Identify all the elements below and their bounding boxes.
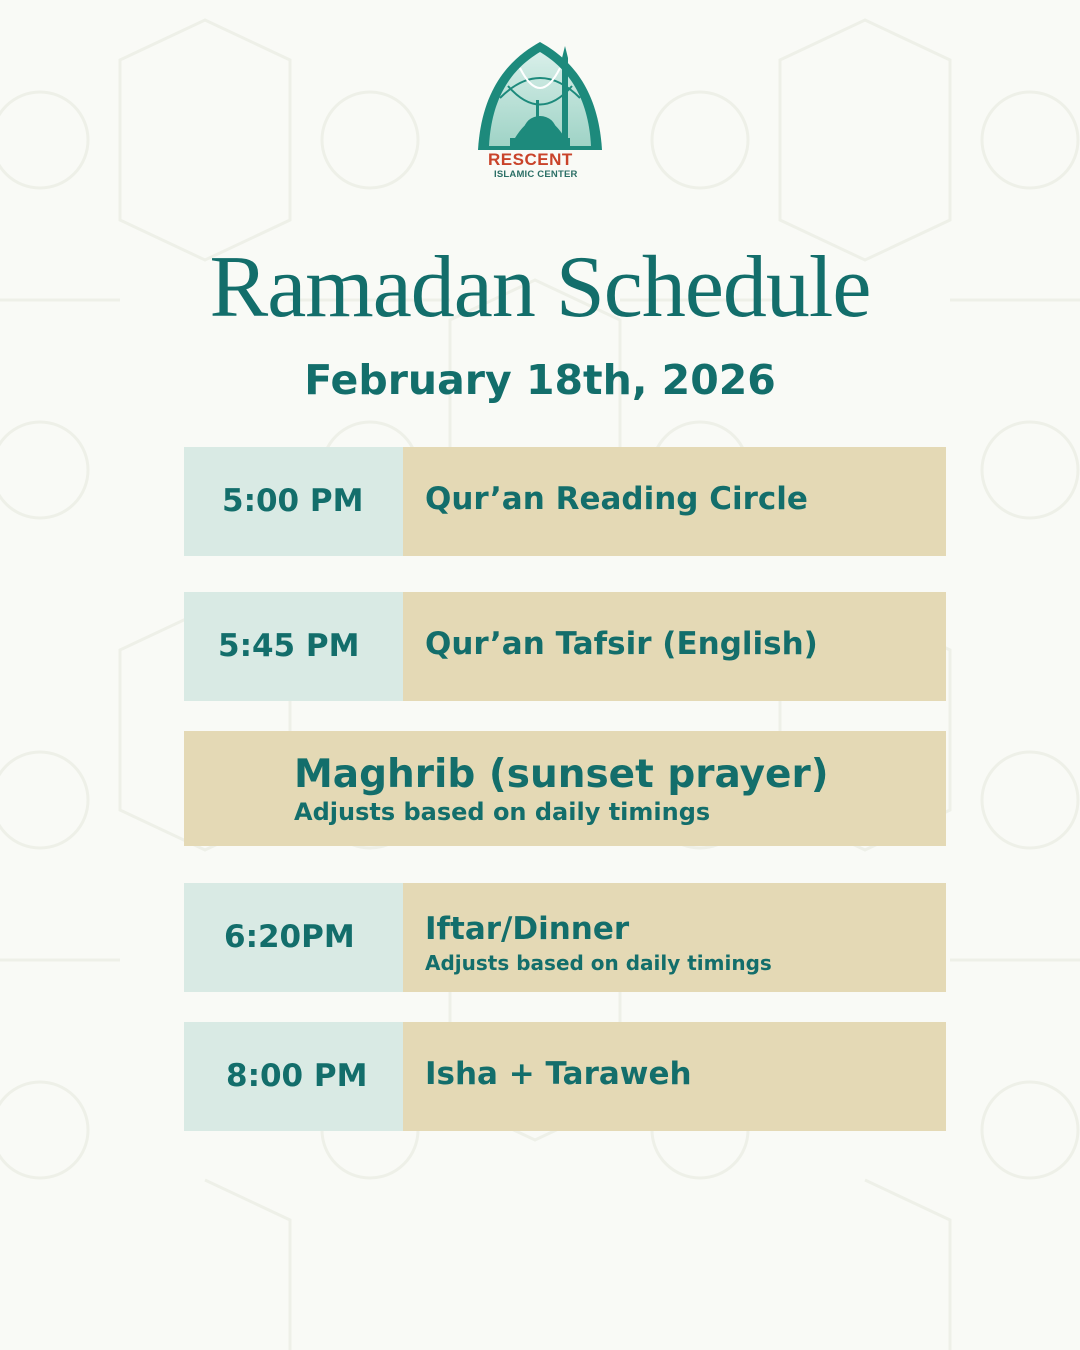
schedule-event: Maghrib (sunset prayer) xyxy=(294,752,829,797)
schedule-note: Adjusts based on daily timings xyxy=(425,951,772,975)
schedule-event-cell xyxy=(403,447,946,556)
schedule-row xyxy=(184,1022,946,1131)
schedule-date: February 18th, 2026 xyxy=(304,356,776,404)
schedule-time: 5:45 PM xyxy=(184,592,403,701)
schedule-time: 8:00 PM xyxy=(184,1022,403,1131)
schedule-time: 6:20PM xyxy=(184,883,403,992)
schedule-event-cell xyxy=(403,592,946,701)
schedule-row xyxy=(184,592,946,701)
schedule-event: Qur’an Reading Circle xyxy=(425,481,808,517)
schedule-row xyxy=(184,883,946,992)
schedule-event-cell xyxy=(403,1022,946,1131)
schedule-event: Isha + Taraweh xyxy=(425,1056,692,1092)
page-title: Ramadan Schedule xyxy=(209,239,871,336)
logo-wordmark xyxy=(476,150,606,190)
schedule-row xyxy=(184,447,946,556)
schedule-event: Iftar/Dinner xyxy=(425,911,630,947)
brand-name: RESCENT xyxy=(488,150,573,169)
schedule-event: Qur’an Tafsir (English) xyxy=(425,626,818,662)
schedule-row-full xyxy=(184,731,946,846)
schedule-time: 5:00 PM xyxy=(184,447,403,556)
schedule-event-cell xyxy=(403,883,946,992)
schedule-note: Adjusts based on daily timings xyxy=(294,798,711,826)
brand-subtitle: ISLAMIC CENTER xyxy=(494,169,578,180)
